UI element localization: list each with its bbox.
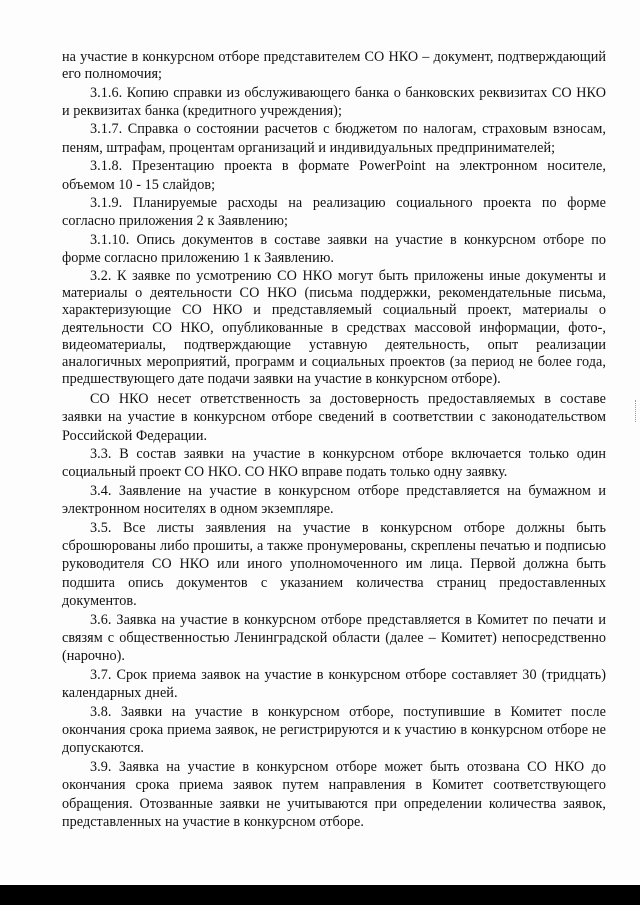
scan-bottom-border	[0, 885, 640, 905]
paragraph-3-1-9: 3.1.9. Планируемые расходы на реализацию социального проекта по форме согласно приложения 2 к Заявлению;	[62, 195, 606, 230]
document-body	[62, 49, 606, 831]
paragraph-3-7: 3.7. Срок приема заявок на участие в конкурсном отборе составляет 30 (тридцать) календарных дней.	[62, 666, 606, 702]
paragraph-3-6: 3.6. Заявка на участие в конкурсном отборе представляется в Комитет по печати и связям с общественностью Ленинградской области (далее – Комитет) непосредственно (нарочно).	[62, 611, 606, 665]
scan-edge-mark	[635, 400, 638, 422]
paragraph-3-4: 3.4. Заявление на участие в конкурсном отборе представляется на бумажном и электронном носителях в одном экземпляре.	[62, 482, 606, 518]
paragraph-3-2: 3.2. К заявке по усмотрению СО НКО могут быть приложены иные документы и материалы о деятельности СО НКО (письма поддержки, рекомендательные письма, характеризующие СО НКО и представляемый социальный проект, материалы о деятельности СО НКО, опубликованные в средствах массовой информации, фото-, видеоматериалы, подтверждающие уставную деятельность, опыт реализации аналогичных мероприятий, программ и социальных проектов (за период не более года, предшествующего дате подачи заявки на участие в конкурсном отборе).	[62, 267, 606, 388]
paragraph-3-5: 3.5. Все листы заявления на участие в конкурсном отборе должны быть сброшюрованы либо прошиты, а также пронумерованы, скреплены печатью и подписью руководителя СО НКО или иного уполномоченного им лица. Первой должна быть подшита опись документов с указанием количества страниц предоставленных документов.	[62, 519, 606, 610]
paragraph-3-1-8: 3.1.8. Презентацию проекта в формате PowerPoint на электронном носителе, объемом 10 - 15 слайдов;	[62, 158, 606, 193]
paragraph-3-9: 3.9. Заявка на участие в конкурсном отборе может быть отозвана СО НКО до окончания срока приема заявок путем направления в Комитет соответствующего обращения. Отозванные заявки не учитываются при определении количества заявок, представленных на участие в конкурсном отборе.	[62, 758, 606, 831]
paragraph-3-1-7: 3.1.7. Справка о состоянии расчетов с бюджетом по налогам, страховым взносам, пеням, штрафам, процентам организаций и индивидуальных предпринимателей;	[62, 121, 606, 156]
paragraph-3-3: 3.3. В состав заявки на участие в конкурсном отборе включается только один социальный проект СО НКО. СО НКО вправе подать только одну заявку.	[62, 445, 606, 481]
paragraph-3-1-6: 3.1.6. Копию справки из обслуживающего банка о банковских реквизитах СО НКО и реквизитах банка (кредитного учреждения);	[62, 84, 606, 119]
paragraph-responsibility: СО НКО несет ответственность за достоверность предоставляемых в составе заявки на участие в конкурсном отборе сведений в соответствии с законодательством Российской Федерации.	[62, 390, 606, 444]
paragraph-3-8: 3.8. Заявки на участие в конкурсном отборе, поступившие в Комитет после окончания срока приема заявок, не регистрируются и к участию в конкурсном отборе не допускаются.	[62, 703, 606, 757]
paragraph-authority-document: на участие в конкурсном отборе представителем СО НКО – документ, подтверждающий его полномочия;	[62, 49, 606, 83]
paragraph-3-1-10: 3.1.10. Опись документов в составе заявки на участие в конкурсном отборе по форме согласно приложению 1 к Заявлению.	[62, 231, 606, 267]
